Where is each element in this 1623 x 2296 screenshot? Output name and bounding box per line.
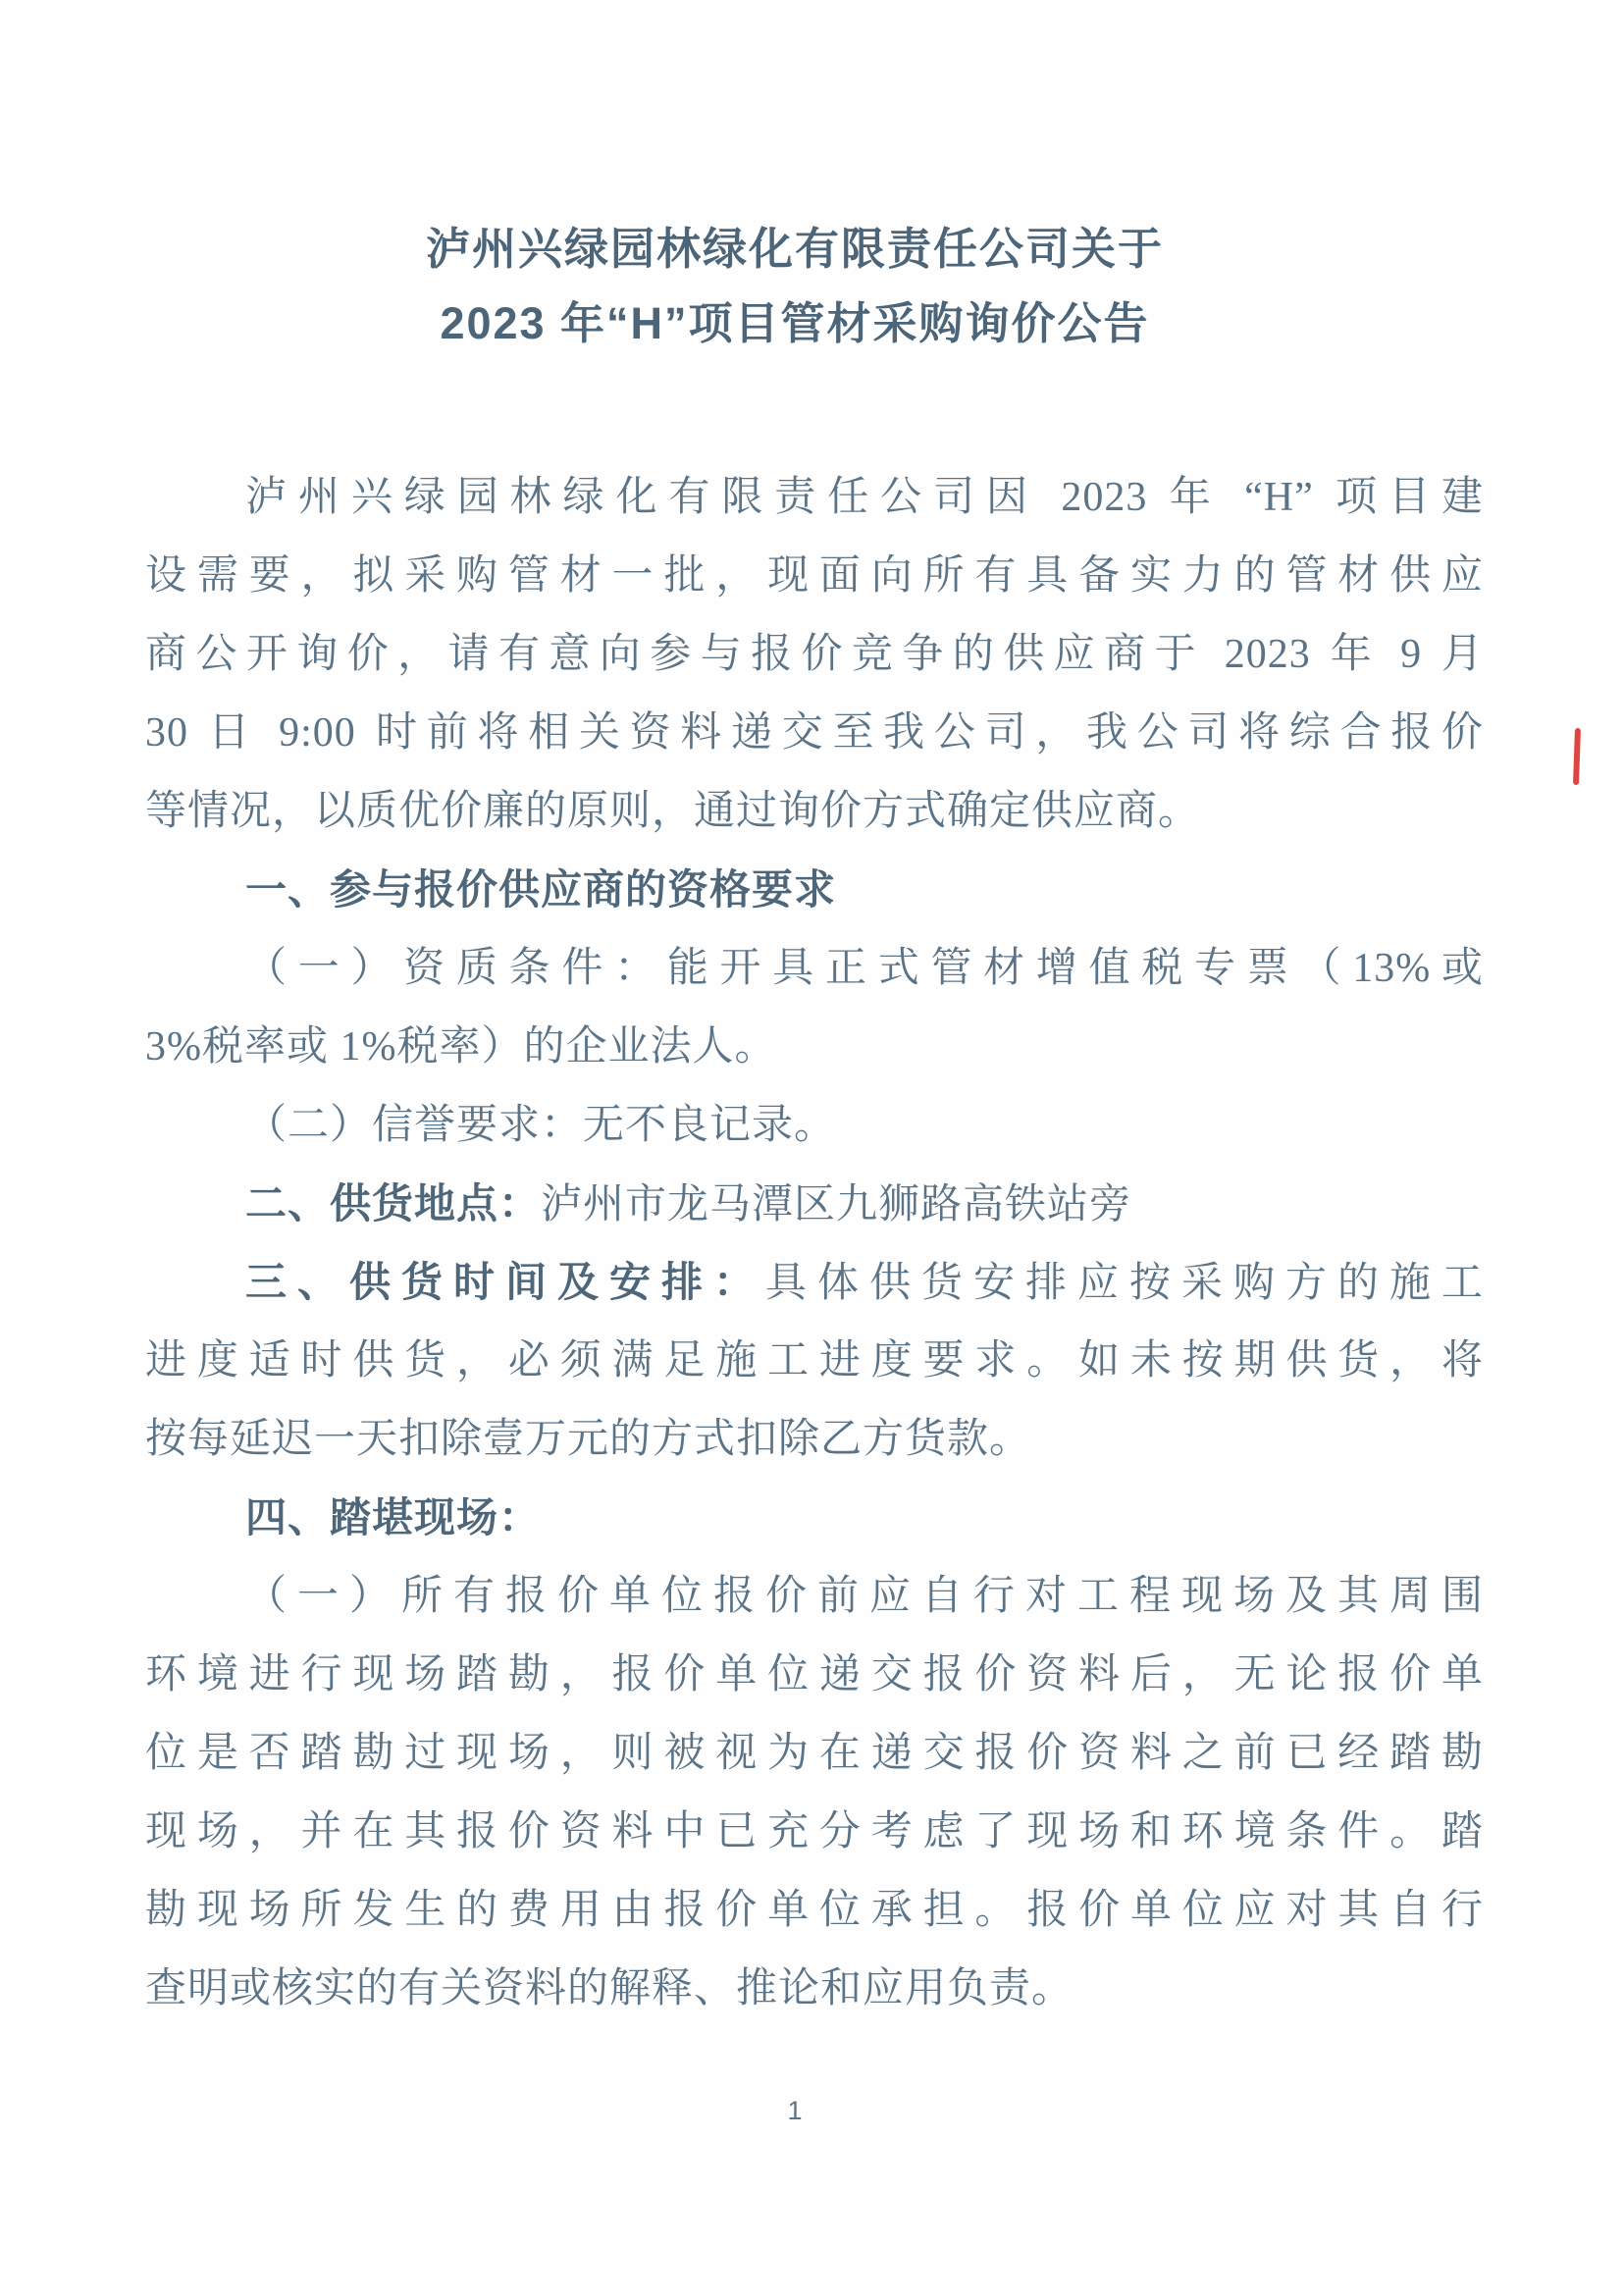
text-segment: 环境进行现场踏勘，报价单位递交报价资料后，无论报价单 [145,1652,1484,1697]
bold-text-segment: 一、参与报价供应商的资格要求 [245,866,837,913]
text-segment: 设需要，拟采购管材一批，现面向所有具备实力的管材供应 [145,553,1484,599]
text-segment: 查明或核实的有关资料的解释、推论和应用负责。 [145,1966,1074,2011]
text-line [145,1557,1484,1636]
text-line [145,458,1484,537]
text-line [145,1400,1484,1479]
text-segment: （一）所有报价单位报价前应自行对工程现场及其周围 [245,1574,1484,1619]
text-segment: 现场，并在其报价资料中已充分考虑了现场和环境条件。踏 [145,1809,1484,1854]
text-segment: 30 日 9:00 时前将相关资料递交至我公司，我公司将综合报价 [145,710,1484,756]
title-line-2: 2023 年“H”项目管材采购询价公告 [440,298,1150,348]
text-line [145,1636,1484,1714]
text-line [145,772,1484,851]
text-line [145,694,1484,772]
text-segment: 商公开询价，请有意向参与报价竞争的供应商于 2023 年 9 月 [145,632,1484,677]
bold-text-segment: 三、供货时间及安排： [245,1259,765,1305]
text-line [145,537,1484,615]
bold-text-segment: 四、踏堪现场： [245,1494,542,1540]
text-line [145,1243,1484,1322]
red-pen-mark [1573,728,1581,785]
text-line [145,1479,1484,1557]
text-segment: （二）信誉要求：无不良记录。 [245,1103,837,1148]
text-segment: 勘现场所发生的费用由报价单位承担。报价单位应对其自行 [145,1888,1484,1933]
text-line [145,1714,1484,1793]
document-body [145,458,1484,2028]
text-segment: （一）资质条件：能开具正式管材增值税专票（13%或 [245,946,1484,991]
text-segment: 位是否踏勘过现场，则被视为在递交报价资料之前已经踏勘 [145,1731,1484,1776]
bold-text-segment: 二、供货地点： [245,1180,542,1226]
text-segment: 泸州兴绿园林绿化有限责任公司因 2023 年 “H” 项目建 [245,475,1484,520]
text-line [145,1322,1484,1400]
text-line [145,615,1484,694]
text-line [145,1871,1484,1950]
text-segment: 泸州市龙马潭区九狮路高铁站旁 [541,1182,1132,1227]
text-line [145,929,1484,1008]
text-line [145,1793,1484,1871]
page-number: 1 [787,2096,803,2125]
text-segment: 具体供货安排应按采购方的施工 [765,1261,1484,1306]
text-line [145,1008,1484,1086]
text-segment: 按每延迟一天扣除壹万元的方式扣除乙方货款。 [145,1417,1032,1462]
text-line [145,1165,1484,1243]
document-title [118,212,1472,361]
text-line [145,851,1484,929]
title-line-1: 泸州兴绿园林绿化有限责任公司关于 [425,224,1164,274]
text-line [145,1086,1484,1165]
text-segment: 等情况，以质优价廉的原则，通过询价方式确定供应商。 [145,789,1201,834]
text-line [145,1950,1484,2028]
text-segment: 进度适时供货，必须满足施工进度要求。如未按期供货，将 [145,1338,1484,1383]
text-segment: 3%税率或 1%税率）的企业法人。 [145,1024,777,1070]
